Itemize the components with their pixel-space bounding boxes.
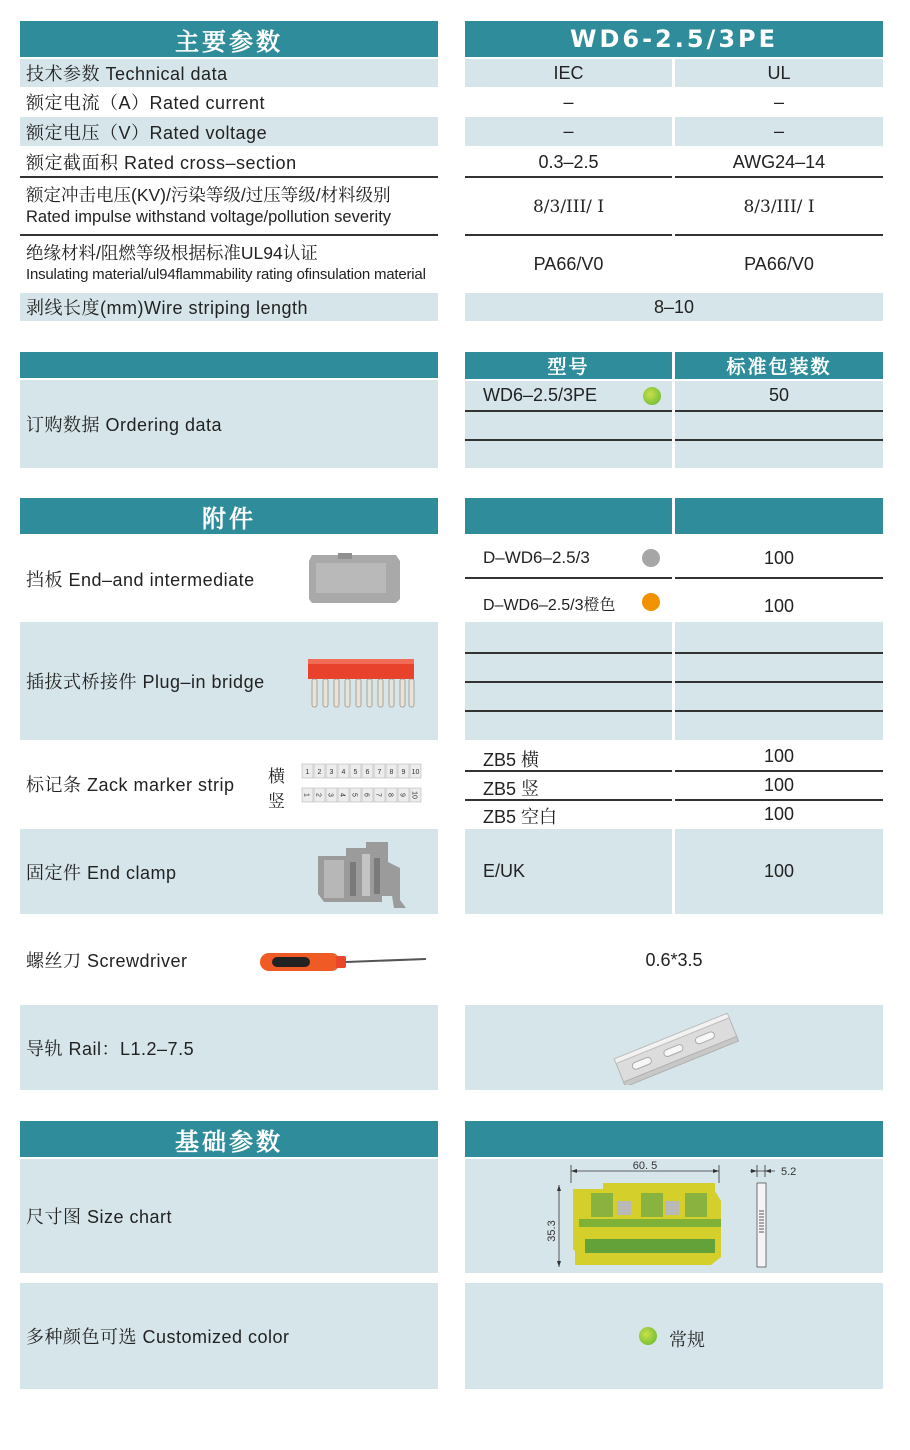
- impulse-voltage-ul: 8/3/III/ I: [743, 197, 815, 217]
- empty-cell: [675, 441, 883, 468]
- end-plate-model-2: D–WD6–2.5/3橙色: [483, 597, 616, 614]
- custom-color-cell: [465, 1283, 883, 1389]
- clamp-model: E/UK: [483, 861, 526, 881]
- marker-number: 5: [353, 769, 358, 776]
- striping-length-label: 剥线长度(mm)Wire striping length: [20, 293, 438, 321]
- rated-voltage-label: 额定电压（V）Rated voltage: [20, 117, 438, 146]
- divider: [20, 176, 438, 178]
- end-plate-image: [308, 553, 402, 605]
- size-chart-cell: [465, 1159, 883, 1273]
- marker-number: 7: [374, 793, 382, 797]
- ordering-model: WD6–2.5/3PE: [483, 385, 598, 405]
- marker-number: 10: [410, 791, 418, 799]
- size-chart-label: 尺寸图 Size chart: [20, 1159, 438, 1273]
- marker-number: 4: [338, 793, 346, 797]
- cross-section-ul: AWG24–14: [732, 151, 826, 172]
- impulse-voltage-label-en: Rated impulse withstand voltage/pollution severity: [26, 208, 392, 226]
- divider: [20, 234, 438, 236]
- marker-number: 1: [305, 769, 310, 776]
- screwdriver-image: [258, 946, 428, 976]
- cross-section-iec: 0.3–2.5: [538, 151, 599, 172]
- marker-number: 6: [365, 769, 370, 776]
- marker-model-2: ZB5 竖: [483, 779, 540, 799]
- marker-number: 7: [377, 769, 382, 776]
- color-value: 常规: [669, 1330, 705, 1350]
- screwdriver-label: 螺丝刀 Screwdriver: [26, 951, 188, 971]
- cross-section-label: 额定截面积 Rated cross–section: [26, 153, 297, 173]
- impulse-voltage-iec: 8/3/III/ I: [532, 197, 605, 217]
- marker-number: 2: [314, 793, 322, 797]
- clamp-qty: 100: [675, 829, 883, 914]
- divider: [675, 577, 883, 579]
- accessories-header: 附件: [20, 498, 438, 534]
- rated-current-ul: –: [773, 91, 784, 112]
- clamp-model-cell: [465, 829, 672, 914]
- marker-number: 8: [389, 769, 394, 776]
- end-clamp-label: 固定件 End clamp: [20, 829, 438, 914]
- marker-number: 1: [302, 793, 310, 797]
- screwdriver-size: 0.6*3.5: [645, 949, 703, 970]
- impulse-voltage-label-cn: 额定冲击电压(KV)/污染等级/过压等级/材料级别: [26, 185, 391, 205]
- ordering-header-bar: [20, 352, 438, 378]
- dim-height: 35.3: [546, 1220, 558, 1242]
- dim-thickness: 5.2: [781, 1166, 797, 1178]
- marker-number: 2: [317, 769, 322, 776]
- ordering-model-cell: [465, 381, 672, 410]
- insulating-material-ul: PA66/V0: [744, 253, 814, 274]
- marker-number: 3: [326, 793, 334, 797]
- din-rail-image: [611, 1013, 741, 1085]
- ordering-pack: 50: [675, 381, 883, 410]
- marker-number: 6: [362, 793, 370, 797]
- ordering-data-label: 订购数据 Ordering data: [20, 380, 438, 468]
- rated-voltage-ul: –: [675, 117, 883, 146]
- divider: [675, 234, 883, 236]
- ul-column-header: UL: [675, 59, 883, 87]
- marker-horizontal-label: 横: [268, 767, 285, 786]
- rail-image-cell: [465, 1005, 883, 1090]
- divider: [465, 176, 672, 178]
- end-plate-qty-1: 100: [763, 547, 795, 568]
- end-plate-item-1: [465, 540, 672, 576]
- marker-number: 3: [329, 769, 334, 776]
- size-chart-drawing: [545, 1161, 815, 1271]
- model-header: WD6-2.5/3PE: [465, 21, 883, 57]
- empty-cell: [465, 412, 672, 439]
- marker-qty-2: 100: [763, 775, 795, 795]
- marker-number: 8: [386, 793, 394, 797]
- rail-label: 导轨 Rail：L1.2–7.5: [20, 1005, 438, 1090]
- insulating-material-label-cn: 绝缘材料/阻燃等级根据标准UL94认证: [26, 243, 318, 263]
- marker-item-1: [465, 742, 672, 770]
- divider: [465, 577, 672, 579]
- custom-color-label: 多种颜色可选 Customized color: [20, 1283, 438, 1389]
- end-plate-qty-2: 100: [763, 595, 795, 616]
- technical-data-label: 技术参数 Technical data: [20, 59, 438, 87]
- insulating-material-label-en: Insulating material/ul94flammability rating ofinsulation material: [26, 266, 426, 283]
- marker-model-1: ZB5 横: [483, 750, 540, 770]
- marker-number: 9: [398, 793, 406, 797]
- pack-column-header: 标准包装数: [675, 352, 883, 379]
- insulating-material-label: [20, 240, 438, 292]
- striping-length-value: 8–10: [465, 293, 883, 321]
- divider: [465, 234, 672, 236]
- green-dot-icon: [643, 387, 661, 405]
- rated-current-label: 额定电流（A）Rated current: [26, 93, 266, 113]
- iec-column-header: IEC: [465, 59, 672, 87]
- rated-voltage-iec: –: [465, 117, 672, 146]
- marker-number: 9: [401, 769, 406, 776]
- divider: [675, 176, 883, 178]
- marker-vertical-label: 竖: [268, 792, 285, 811]
- model-column-header: 型号: [465, 352, 672, 379]
- marker-qty-3: 100: [763, 803, 795, 824]
- marker-item-2: [465, 772, 672, 799]
- accessories-header-bar: [675, 498, 883, 534]
- plug-in-bridge-label: 插拔式桥接件 Plug–in bridge: [20, 622, 438, 740]
- main-params-header: 主要参数: [20, 21, 438, 57]
- marker-number: 4: [341, 769, 346, 776]
- impulse-voltage-label: [20, 181, 438, 233]
- column-gap: [672, 622, 675, 740]
- basic-params-header: 基础参数: [20, 1121, 438, 1157]
- basic-params-header-bar: [465, 1121, 883, 1157]
- marker-number: 10: [411, 769, 420, 776]
- empty-cell: [675, 412, 883, 439]
- dim-width: 60. 5: [632, 1161, 658, 1172]
- empty-cell: [465, 441, 672, 468]
- orange-dot-icon: [642, 593, 660, 611]
- end-plate-model-1: D–WD6–2.5/3: [483, 548, 590, 567]
- marker-model-3: ZB5 空白: [483, 807, 558, 827]
- end-clamp-image: [316, 838, 408, 908]
- marker-number: 5: [350, 793, 358, 797]
- insulating-material-iec: PA66/V0: [533, 253, 604, 274]
- accessories-header-bar: [465, 498, 672, 534]
- plug-in-bridge-image: [306, 655, 418, 711]
- rated-current-iec: –: [563, 91, 574, 112]
- marker-qty-1: 100: [763, 745, 795, 766]
- marker-strip-label: 标记条 Zack marker strip: [26, 775, 235, 795]
- green-dot-icon: [639, 1327, 657, 1345]
- end-plate-item-2: [465, 584, 672, 620]
- gray-dot-icon: [642, 549, 660, 567]
- marker-item-3: [465, 801, 672, 827]
- marker-strip-image: [300, 762, 424, 804]
- end-plate-label: 挡板 End–and intermediate: [26, 570, 255, 590]
